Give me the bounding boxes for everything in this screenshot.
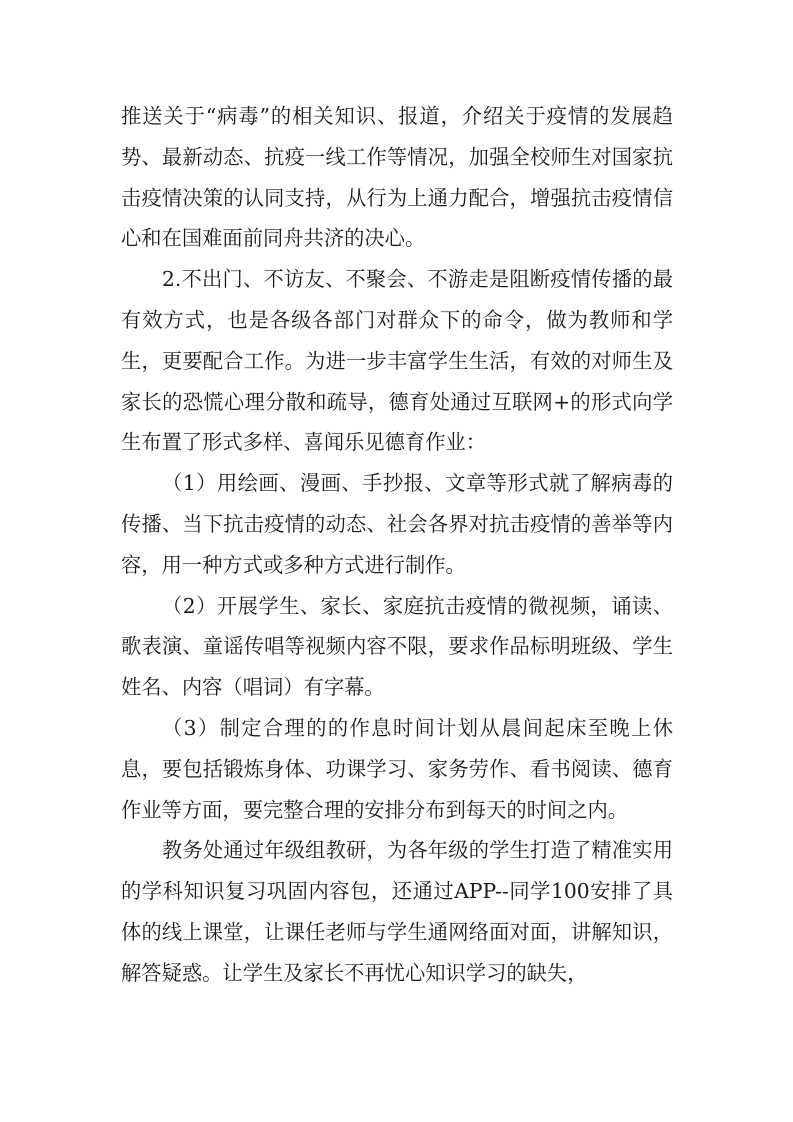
paragraph-continuation: 推送关于“病毒”的相关知识、报道，介绍关于疫情的发展趋势、最新动态、抗疫一线工作等情况，加强全校师生对国家抗击疫情决策的认同支持，从行为上通力配合，增强抗击疫情信心和在国难面前同舟共济的决心。 [121, 104, 673, 251]
document-body [121, 96, 673, 994]
paragraph-subitem-2: （2）开展学生、家长、家庭抗击疫情的微视频，诵读、歌表演、童谣传唱等视频内容不限，要求作品标明班级、学生姓名、内容（唱词）有字幕。 [121, 593, 673, 700]
paragraph-item-2: 2.不出门、不访友、不聚会、不游走是阻断疫情传播的最有效方式，也是各级各部门对群众下的命令，做为教师和学生，更要配合工作。为进一步丰富学生生活，有效的对师生及家长的恐慌心理分散和疏导，德育处通过互联网+的形式向学生布置了形式多样、喜闻乐见德育作业： [121, 267, 673, 455]
paragraph-academic-affairs: 教务处通过年级组教研，为各年级的学生打造了精准实用的学科知识复习巩固内容包，还通过APP--同学100安排了具体的线上课堂，让课任老师与学生通网络面对面，讲解知识，解答疑惑。让学生及家长不再忧心知识学习的缺失， [121, 838, 673, 985]
paragraph-subitem-1: （1）用绘画、漫画、手抄报、文章等形式就了解病毒的传播、当下抗击疫情的动态、社会各界对抗击疫情的善举等内容，用一种方式或多种方式进行制作。 [121, 471, 673, 577]
paragraph-subitem-3: （3）制定合理的的作息时间计划从晨间起床至晚上休息，要包括锻炼身体、功课学习、家务劳作、看书阅读、德育作业等方面，要完整合理的安排分布到每天的时间之内。 [121, 715, 673, 822]
